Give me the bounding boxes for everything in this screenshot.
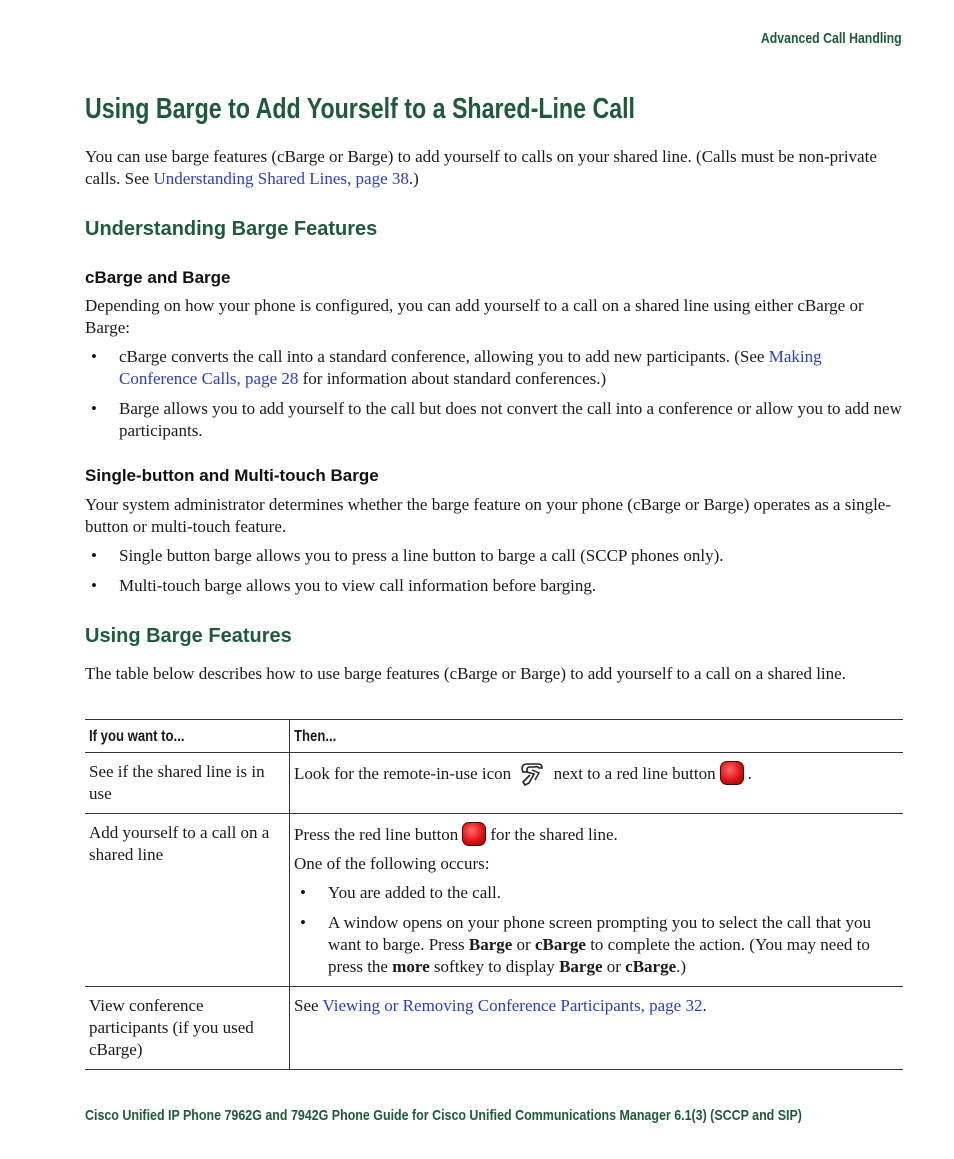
heading-cbarge-and-barge: cBarge and Barge	[85, 268, 231, 287]
table-row	[85, 814, 903, 987]
red-line-button-icon	[462, 822, 486, 846]
occurs-line: One of the following occurs:	[294, 854, 490, 873]
table-header-row	[85, 720, 903, 753]
single-bullets	[85, 545, 903, 597]
list-item: • You are added to the call.	[294, 882, 899, 904]
intro-paragraph: You can use barge features (cBarge or Barge) to add yourself to calls on your shared line. (Calls must be non-private calls. See Understanding Shared Lines, page 38.)	[85, 147, 877, 188]
red-line-button-icon	[720, 761, 744, 785]
running-header-text: Advanced Call Handling	[761, 30, 902, 47]
table-cell-then: See Viewing or Removing Conference Participants, page 32.	[290, 987, 904, 1070]
list-item: • Single button barge allows you to press a line button to barge a call (SCCP phones only).	[85, 545, 903, 567]
column-header-want: If you want to...	[85, 720, 290, 753]
table-cell-want: See if the shared line is in use	[85, 753, 290, 814]
table-cell-want: View conference participants (if you used cBarge)	[85, 987, 290, 1070]
list-item: • A window opens on your phone screen prompting you to select the call that you want to barge. Press Barge or cBarge to complete the action. (You may need to press the more softkey to display Barge or cBarge.)	[294, 912, 899, 978]
link-viewing-removing-participants[interactable]: Viewing or Removing Conference Participants, page 32	[322, 996, 703, 1015]
single-paragraph: Your system administrator determines whether the barge feature on your phone (cBarge or Barge) operates as a single-button or multi-touch feature.	[85, 495, 891, 536]
table-cell-want: Add yourself to a call on a shared line	[85, 814, 290, 987]
list-item: • Multi-touch barge allows you to view call information before barging.	[85, 575, 903, 597]
heading-understanding-barge: Understanding Barge Features	[85, 218, 378, 240]
column-header-then: Then...	[290, 720, 904, 753]
barge-table	[85, 719, 903, 1070]
table-cell-then	[290, 814, 904, 987]
outcome-bullets	[294, 882, 899, 978]
page-title: Using Barge to Add Yourself to a Shared-Line Call	[85, 93, 636, 125]
link-making-conference-calls[interactable]: Making Conference Calls, page 28	[119, 347, 822, 388]
heading-using-barge: Using Barge Features	[85, 625, 292, 647]
cbarge-paragraph: Depending on how your phone is configured, you can add yourself to a call on a shared line using either cBarge or Barge:	[85, 296, 864, 337]
table-row	[85, 987, 903, 1070]
press-line: Press the red line button for the shared line.	[294, 822, 899, 846]
remote-in-use-icon	[518, 761, 546, 787]
table-cell-then: Look for the remote-in-use icon next to a red line button .	[290, 753, 904, 814]
heading-single-multi-touch: Single-button and Multi-touch Barge	[85, 466, 379, 485]
link-understanding-shared-lines[interactable]: Understanding Shared Lines, page 38	[153, 169, 409, 188]
cbarge-bullets	[85, 346, 903, 442]
table-row	[85, 753, 903, 814]
list-item: • Barge allows you to add yourself to the call but does not convert the call into a conference or allow you to add new participants.	[85, 398, 903, 442]
using-paragraph: The table below describes how to use barge features (cBarge or Barge) to add yourself to a call on a shared line.	[85, 664, 846, 683]
running-header	[730, 30, 902, 48]
list-item: • cBarge converts the call into a standard conference, allowing you to add new participants. (See Making Conference Calls, page 28 for information about standard conferences.)	[85, 346, 903, 390]
page-footer: Cisco Unified IP Phone 7962G and 7942G Phone Guide for Cisco Unified Communications Manager 6.1(3) (SCCP and SIP)	[85, 1107, 802, 1124]
